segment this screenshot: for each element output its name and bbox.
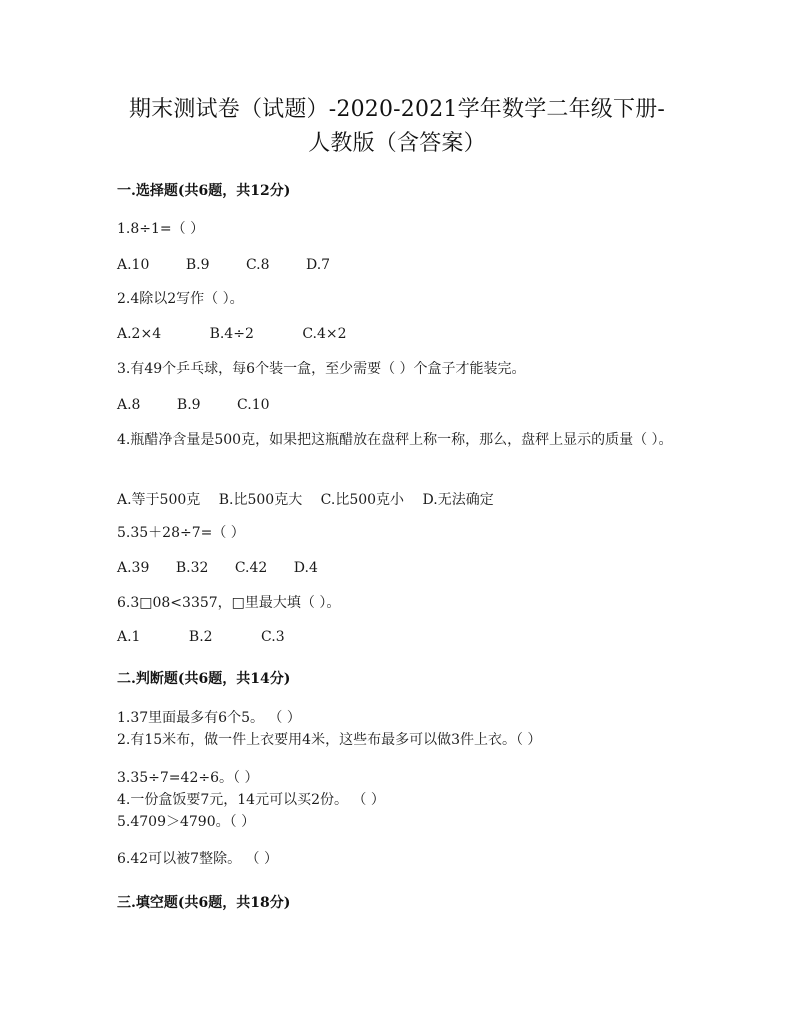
judge-item-5: 5.4709＞4790。（ ）: [117, 814, 256, 830]
question-4-options: [117, 489, 516, 509]
judge-item-3: 3.35÷7=42÷6。（ ）: [117, 770, 259, 786]
section-heading-choice: 一.选择题(共6题，共12分): [117, 183, 291, 199]
option: C.4×2: [302, 326, 347, 342]
question-5-stem: 5.35＋28÷7=（ ）: [117, 525, 245, 541]
question-2-stem: 2.4除以2写作（ ）。: [117, 291, 244, 307]
title-line-1: 期末测试卷（试题）-2020-2021学年数学二年级下册-: [128, 97, 666, 122]
option: B.2: [188, 629, 213, 645]
option: D.7: [305, 257, 331, 273]
option: C.比500克小: [320, 492, 405, 508]
option: C.8: [245, 257, 270, 273]
judge-item-4: 4.一份盒饭要7元，14元可以买2份。 （ ）: [117, 792, 385, 808]
option: A.等于500克: [117, 492, 201, 508]
question-5-options: [117, 560, 340, 576]
question-3-options: [117, 397, 302, 413]
question-2-options: [117, 326, 391, 342]
option: A.10: [117, 257, 150, 273]
question-3-stem: 3.有49个乒乓球，每6个装一盒，至少需要（ ）个盒子才能装完。: [117, 361, 526, 377]
option: B.9: [176, 397, 201, 413]
option: C.3: [261, 629, 285, 645]
question-4-stem: 4.瓶醋净含量是500克，如果把这瓶醋放在盘秤上称一称，那么，盘秤上显示的质量（ ）。: [117, 432, 673, 448]
section-heading-true-false: 二.判断题(共6题，共14分): [117, 671, 291, 687]
section-heading-fill-blank: 三.填空题(共6题，共18分): [117, 895, 291, 911]
option: D.4: [293, 560, 318, 576]
option: C.42: [234, 560, 268, 576]
option: B.比500克大: [218, 492, 303, 508]
option: A.8: [117, 397, 141, 413]
question-6-stem: 6.3□08<3357，□里最大填（ ）。: [117, 595, 341, 611]
judge-item-6: 6.42可以被7整除。 （ ）: [117, 851, 278, 867]
option: D.无法确定: [422, 492, 494, 508]
option: A.1: [117, 629, 141, 645]
option: A.2×4: [117, 326, 162, 342]
option: B.9: [185, 257, 210, 273]
title-line-2: 人教版（含答案）: [308, 131, 486, 156]
option: A.39: [117, 560, 150, 576]
judge-item-2: 2.有15米布，做一件上衣要用4米，这些布最多可以做3件上衣。（ ）: [117, 732, 542, 748]
question-1-options: [117, 257, 362, 273]
question-6-options: [117, 629, 329, 645]
option: B.32: [175, 560, 209, 576]
option: C.10: [237, 397, 270, 413]
option: B.4÷2: [209, 326, 254, 342]
judge-item-1: 1.37里面最多有6个5。 （ ）: [117, 710, 301, 726]
question-1-stem: 1.8÷1=（ ）: [117, 221, 205, 237]
